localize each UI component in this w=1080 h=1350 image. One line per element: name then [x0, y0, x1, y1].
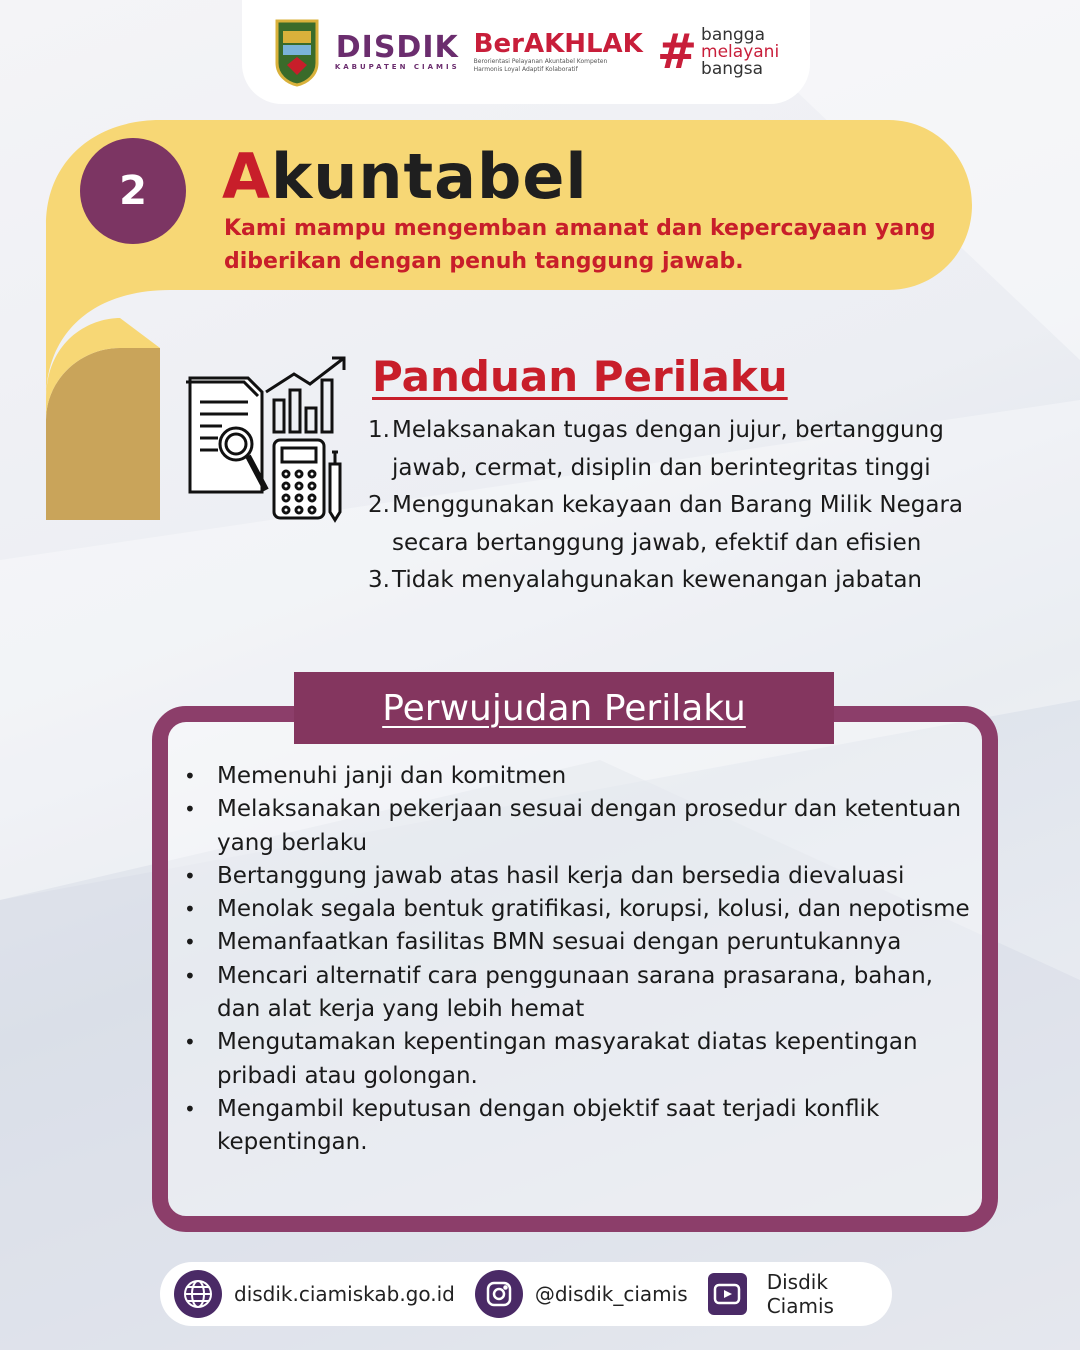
instagram-link[interactable]	[475, 1270, 688, 1318]
bullet: •	[184, 1030, 196, 1055]
value-title-first: A	[222, 140, 271, 213]
bullet: •	[184, 863, 196, 888]
youtube-icon	[708, 1273, 747, 1315]
bullet: •	[184, 1096, 196, 1121]
item-number: 2.	[368, 492, 390, 518]
accounting-icon	[182, 352, 352, 524]
bullet: •	[184, 764, 196, 788]
bullet: •	[184, 963, 196, 988]
bangga-line-2: melayani	[701, 41, 780, 62]
disdik-sub: KABUPATEN CIAMIS	[334, 63, 460, 71]
list-item	[184, 1026, 974, 1093]
list-item	[184, 960, 974, 1027]
list-item	[184, 893, 974, 926]
instagram-text: @disdik_ciamis	[534, 1282, 688, 1306]
item-text: Menolak segala bentuk gratifikasi, korupsi, kolusi, dan nepotisme	[217, 896, 970, 923]
list-item	[366, 562, 1006, 600]
bullet: •	[184, 897, 196, 922]
footer-contacts	[160, 1262, 892, 1326]
instagram-icon	[475, 1270, 523, 1318]
bangga-logo	[656, 24, 780, 80]
berakhlak-sub: Berorientasi Pelayanan Akuntabel Kompeten Harmonis Loyal Adaptif Kolaboratif	[473, 58, 608, 73]
list-item	[184, 1093, 974, 1160]
bangga-line-1: bangga	[701, 24, 766, 45]
list-item	[184, 926, 974, 959]
panduan-list	[366, 412, 1006, 600]
item-text: Mengutamakan kepentingan masyarakat diatas kepentingan pribadi atau golongan.	[217, 1029, 918, 1089]
list-item	[184, 760, 974, 793]
berakhlak-logo	[474, 30, 643, 74]
item-text: Mengambil keputusan dengan objektif saat terjadi konflik kepentingan.	[217, 1095, 880, 1156]
youtube-text: Disdik Ciamis	[766, 1270, 834, 1318]
disdik-name: DISDIK	[335, 30, 459, 65]
item-number: 1.	[368, 417, 390, 443]
item-text: Bertanggung jawab atas hasil kerja dan bersedia dievaluasi	[217, 862, 905, 889]
bullet: •	[184, 797, 196, 822]
youtube-link[interactable]	[708, 1270, 892, 1318]
website-text: disdik.ciamiskab.go.id	[234, 1282, 455, 1306]
item-number: 3.	[368, 567, 390, 593]
perwujudan-header	[294, 672, 834, 744]
item-text: Menggunakan kekayaan dan Barang Milik Negara secara bertanggung jawab, efektif dan efisien	[392, 492, 964, 556]
item-text: Melaksanakan pekerjaan sesuai dengan prosedur dan ketentuan yang berlaku	[217, 796, 962, 856]
value-title-rest: kuntabel	[270, 140, 588, 213]
website-link[interactable]	[174, 1270, 455, 1318]
item-text: Mencari alternatif cara penggunaan sarana prasarana, bahan, dan alat kerja yang lebih hemat	[217, 962, 933, 1023]
perwujudan-title: Perwujudan Perilaku	[382, 687, 746, 729]
list-item	[366, 487, 1006, 562]
panduan-title: Panduan Perilaku	[372, 352, 788, 401]
bangga-line-3: bangsa	[701, 58, 764, 79]
list-item	[184, 860, 974, 893]
logo-bar	[242, 0, 810, 104]
berakhlak-name: BerAKHLAK	[473, 29, 643, 59]
list-item	[184, 793, 974, 860]
globe-icon	[174, 1270, 222, 1318]
value-title	[222, 140, 588, 213]
bullet: •	[184, 930, 196, 955]
item-text: Tidak menyalahgunakan kewenangan jabatan	[392, 567, 923, 593]
ciamis-seal-icon	[273, 17, 321, 87]
item-text: Memanfaatkan fasilitas BMN sesuai dengan peruntukannya	[217, 929, 902, 956]
list-item	[366, 412, 1006, 487]
value-subtitle: Kami mampu mengemban amanat dan kepercayaan yang diberikan dengan penuh tanggung jawab.	[224, 216, 936, 274]
item-text: Melaksanakan tugas dengan jujur, bertanggung jawab, cermat, disiplin dan berintegritas tinggi	[392, 417, 944, 481]
item-text: Memenuhi janji dan komitmen	[217, 763, 567, 789]
value-number-badge: 2	[80, 138, 186, 244]
perwujudan-list	[184, 760, 974, 1160]
disdik-logo	[334, 30, 460, 71]
hash-mark: #	[656, 24, 698, 80]
